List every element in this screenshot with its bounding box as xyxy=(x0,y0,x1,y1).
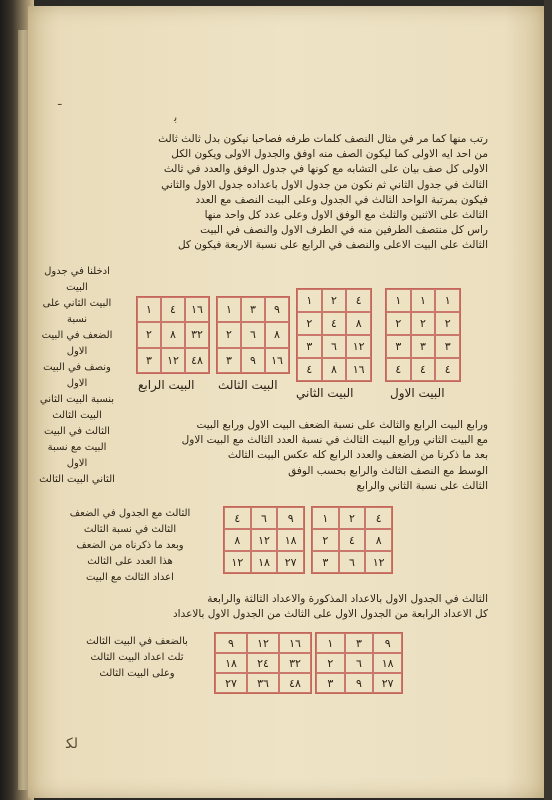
side-note-2 xyxy=(50,506,210,586)
bottom-catchword: ﻟﻜ xyxy=(66,736,78,752)
grid-cell: ٣ xyxy=(316,673,345,693)
grid-b-1 xyxy=(311,506,393,574)
grid-cell: ٤ xyxy=(224,507,251,529)
grid-cell: ٩ xyxy=(215,633,247,653)
grid-cell: ٢ xyxy=(411,312,436,335)
text-line: ورابع البيت الرابع والثالث على نسبة الضعف البيت الاول ورابع البيت xyxy=(196,419,488,431)
text-line: الثالث مع الجدول في الضعف xyxy=(69,508,191,519)
grid-cell: ٤ xyxy=(161,297,185,322)
grid-cell: ٣ xyxy=(435,335,460,358)
paragraph-3 xyxy=(58,592,488,622)
top-mark: ﺑ xyxy=(174,110,178,124)
label-bayt-3: البيت الثالث xyxy=(218,378,278,392)
grid-cell: ١٦ xyxy=(346,358,371,381)
grid-cell: ٨ xyxy=(265,322,289,347)
grid-cell: ٩ xyxy=(373,633,402,653)
grid-cell: ٢٧ xyxy=(277,551,304,573)
grid-cell: ١ xyxy=(297,289,322,312)
text-line: بالضعف في البيت الثالث xyxy=(86,636,188,647)
paragraph-1 xyxy=(78,132,488,254)
grid-cell: ٤ xyxy=(386,358,411,381)
grid-cell: ٣ xyxy=(241,297,265,322)
grid-cell: ٤٨ xyxy=(279,673,311,693)
grid-cell: ١ xyxy=(312,507,339,529)
page-stack-edge xyxy=(18,30,28,790)
grid-cell: ٦ xyxy=(339,551,366,573)
text-line: فيكون بمرتبة الواحد الثالث في الجدول وعلى البيت النصف مع العدد xyxy=(195,193,488,206)
grid-cell: ٨ xyxy=(365,529,392,551)
grid-cell: ٢ xyxy=(386,312,411,335)
grid-cell: ٣ xyxy=(345,633,374,653)
page-right-edge xyxy=(544,0,552,800)
grid-cell: ٢ xyxy=(316,653,345,673)
text-line: البيت الثاني على نسبة xyxy=(42,298,112,325)
text-line: من احد ايه الاولى كما ليكون الصف منه اوفق والجدول الاولى ويكون الكل xyxy=(171,148,488,161)
text-line: الثالث في جدول الثاني ثم نكون من جدول الاول باعداده جدول الاول والثاني xyxy=(161,178,488,191)
text-line: ادخلنا في جدول البيت xyxy=(44,266,110,293)
grid-cell: ٦ xyxy=(345,653,374,673)
grid-cell: ٢ xyxy=(312,529,339,551)
grid-cell: ١٦ xyxy=(279,633,311,653)
grid-cell: ٦ xyxy=(241,322,265,347)
grid-cell: ١ xyxy=(217,297,241,322)
grid-cell: ٩ xyxy=(241,348,265,373)
grid-cell: ١ xyxy=(137,297,161,322)
grid-cell: ٤ xyxy=(322,312,347,335)
grid-c-2 xyxy=(214,632,312,694)
grid-cell: ٢ xyxy=(435,312,460,335)
grid-cell: ١٢ xyxy=(161,348,185,373)
grid-cell: ٢٧ xyxy=(215,673,247,693)
grid-bayt-1 xyxy=(385,288,461,382)
grid-cell: ١ xyxy=(386,289,411,312)
grid-cell: ١٦ xyxy=(265,348,289,373)
label-bayt-1: البيت الاول xyxy=(390,386,445,400)
text-line: ثلث اعداد البيت الثالث xyxy=(90,652,184,663)
label-bayt-4: البيت الرابع xyxy=(138,378,195,392)
grid-cell: ٣ xyxy=(297,335,322,358)
text-line: البيت الثالث xyxy=(52,410,102,421)
manuscript-page xyxy=(28,6,546,798)
grid-cell: ٢ xyxy=(137,322,161,347)
grid-cell: ٢٧ xyxy=(373,673,402,693)
text-line: الثاني البيت الثالث xyxy=(39,474,115,485)
grid-cell: ٨ xyxy=(224,529,251,551)
label-bayt-2: البيت الثاني xyxy=(296,386,354,400)
text-line: ونصف في البيت الاول xyxy=(43,362,111,389)
grid-cell: ١٨ xyxy=(277,529,304,551)
text-line: راس كل منتصف الطرفين منه في الطرف الاول والنصف في البيت xyxy=(200,224,488,237)
grid-cell: ١٢ xyxy=(346,335,371,358)
grid-cell: ٣ xyxy=(386,335,411,358)
grid-b-2 xyxy=(223,506,305,574)
text-line: الثالث في الجدول الاول بالاعداد المذكورة والاعداد الثالثة والرابعة xyxy=(207,593,488,605)
text-line: الضعف في البيت الاول xyxy=(41,330,113,357)
text-line: بنسبة البيت الثاني xyxy=(39,394,115,405)
grid-cell: ١٢ xyxy=(365,551,392,573)
grid-cell: ٢ xyxy=(217,322,241,347)
grid-cell: ١٢ xyxy=(224,551,251,573)
grid-cell: ٣ xyxy=(312,551,339,573)
grid-cell: ٩ xyxy=(265,297,289,322)
text-line: كل الاعداد الرابعة من الجدول الاول على الثالث من الجدول الاول بالاعداد xyxy=(172,608,488,621)
grid-cell: ٢ xyxy=(339,507,366,529)
grid-cell: ٦ xyxy=(322,335,347,358)
grid-cell: ٣ xyxy=(217,348,241,373)
text-line: الثالث في نسبة الثالث xyxy=(83,524,177,535)
grid-cell: ١٢ xyxy=(247,633,279,653)
grid-cell: ١ xyxy=(411,289,436,312)
text-line: اعداد الثالث مع البيت xyxy=(86,572,174,583)
text-line: وبعد ما ذكرناه من الضعف xyxy=(76,540,184,551)
grid-cell: ٣٦ xyxy=(247,673,279,693)
grid-cell: ١٨ xyxy=(373,653,402,673)
grid-cell: ١٢ xyxy=(251,529,278,551)
grid-cell: ٤ xyxy=(297,358,322,381)
grid-cell: ٤ xyxy=(339,529,366,551)
grid-cell: ٨ xyxy=(346,312,371,335)
text-line: الثالث على نسبة الثاني والرابع xyxy=(356,479,488,492)
grid-cell: ٢ xyxy=(322,289,347,312)
text-line: رتب منها كما مر في مثال النصف كلمات طرفه فصاحبا نيكون بدل ثالث ثالث xyxy=(158,133,488,145)
grid-bayt-4 xyxy=(136,296,210,374)
grid-cell: ٢٤ xyxy=(247,653,279,673)
grid-cell: ١٨ xyxy=(215,653,247,673)
grid-bayt-2 xyxy=(296,288,372,382)
text-line: الثالث على البيت الاعلى والنصف في الرابع على نسبة الاربعة فيكون كل xyxy=(177,239,488,252)
text-line: الثالث على الاثنين والثلث مع الوفق الاول وعلى عدد كل واحد منها xyxy=(204,209,488,222)
text-line: الوسط مع النصف الثالث والرابع بحسب الوفق xyxy=(288,464,488,477)
grid-cell: ٣٢ xyxy=(185,322,209,347)
text-line: البيت مع نسبة الاول xyxy=(47,442,107,469)
paragraph-2 xyxy=(58,418,488,494)
grid-cell: ٨ xyxy=(161,322,185,347)
grid-cell: ٢ xyxy=(297,312,322,335)
grid-cell: ١٨ xyxy=(251,551,278,573)
corner-mark: ـ xyxy=(58,94,62,108)
text-line: وعلى البيت الثالث xyxy=(99,668,175,679)
grid-cell: ٤ xyxy=(346,289,371,312)
grid-cell: ٤٨ xyxy=(185,348,209,373)
side-note-3 xyxy=(52,634,222,682)
grid-cell: ١ xyxy=(316,633,345,653)
text-line: الاولى كل صف بيان على التشابه مع كونها في جدول الوفق والعدد في ثالث xyxy=(163,163,488,176)
grid-cell: ٩ xyxy=(277,507,304,529)
grid-bayt-3 xyxy=(216,296,290,374)
grid-cell: ٣ xyxy=(411,335,436,358)
grid-cell: ٤ xyxy=(365,507,392,529)
grid-cell: ١ xyxy=(435,289,460,312)
text-line: بعد ما ذكرنا من الضعف والعدد الرابع كله عكس البيت الثالث xyxy=(227,449,488,462)
grid-cell: ٩ xyxy=(345,673,374,693)
text-line: هذا العدد على الثالث xyxy=(87,556,173,567)
grid-cell: ٣٢ xyxy=(279,653,311,673)
grid-cell: ٦ xyxy=(251,507,278,529)
text-line: الثالث في البيت xyxy=(44,426,110,437)
grid-cell: ٨ xyxy=(322,358,347,381)
grid-cell: ١٦ xyxy=(185,297,209,322)
text-line: مع البيت الثاني ورابع البيت الثالث في نسبة العدد الثالث مع البيت الاول xyxy=(181,434,488,447)
grid-cell: ٣ xyxy=(137,348,161,373)
grid-c-1 xyxy=(315,632,403,694)
grid-cell: ٤ xyxy=(435,358,460,381)
grid-cell: ٤ xyxy=(411,358,436,381)
